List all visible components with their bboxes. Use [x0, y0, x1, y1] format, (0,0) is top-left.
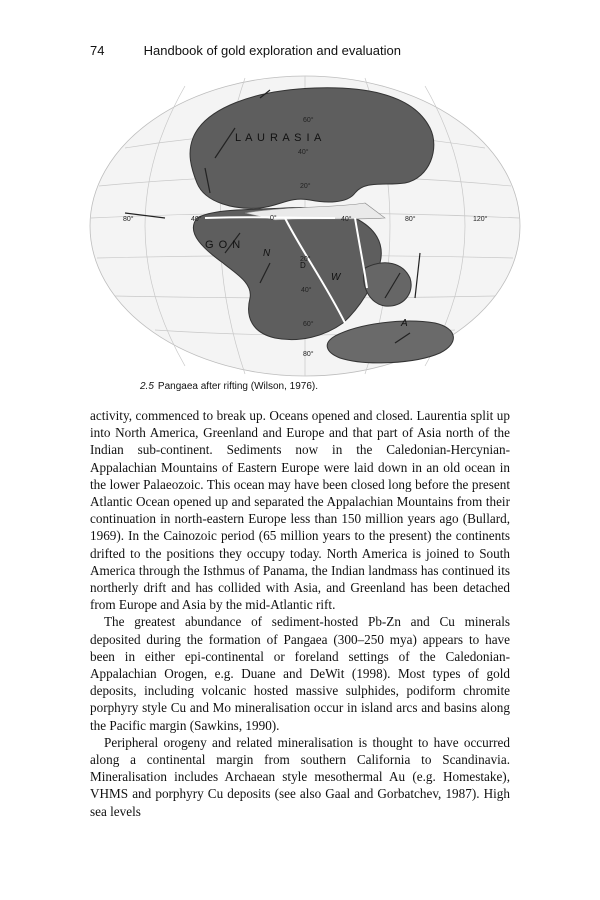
running-header: [90, 43, 401, 58]
label-n: N: [263, 248, 271, 259]
figure-number: 2.5: [140, 381, 154, 392]
page-number: 74: [90, 43, 105, 58]
lat-60s: 60°: [303, 321, 314, 328]
lat-0: 0°: [270, 215, 277, 222]
label-gondwana: G O N: [205, 239, 242, 251]
lon-120e: 120°: [473, 216, 488, 223]
body-text: [90, 407, 510, 820]
lon-40w: 40°: [191, 216, 202, 223]
figure-caption-text: Pangaea after rifting (Wilson, 1976).: [157, 381, 318, 392]
paragraph: activity, commenced to break up. Oceans opened and closed. Laurentia split up into North America, Greenland and Europe and that part of Asia north of the Indian sub-continent. Sediments now in the Caledonian-Hercynian-Appalachian Mountains of Eastern Europe were laid down in an old ocean in the lower Palaeozoic. This ocean may have been closed long before the present Atlantic Ocean opened up and separated the Appalachian Mountains from their continuation in north-eastern Europe less than 150 million years ago (Bullard, 1969). In the Cainozoic period (65 million years to the present) the continents drifted to the positions they occupy today. North America is joined to South America through the Isthmus of Panama, the Indian landmass has continued its northerly drift and has collided with Asia, and Greenland has been detached from Europe and Asia by the mid-Atlantic rift.: [90, 408, 510, 613]
lon-80w: 80°: [123, 216, 134, 223]
label-w: W: [331, 272, 341, 283]
lon-80e: 80°: [405, 216, 416, 223]
label-laurasia: L A U R A S I A: [235, 132, 323, 144]
paragraph: Peripheral orogeny and related mineralisation is thought to have occurred along a continental margin from southern California to Scandinavia. Mineralisation includes Archaean style mesothermal Au (e.g. Homestake), VHMS and porphyry Cu deposits (see also Gaal and Gorbatchev, 1987). High sea levels: [90, 734, 510, 819]
figure-pangaea-map: [85, 68, 525, 378]
label-d: D: [300, 261, 306, 270]
paragraph: The greatest abundance of sediment-hosted Pb-Zn and Cu minerals deposited during the formation of Pangaea (300–250 mya) appears to have been in either epi-continental or foreland settings of the Caledonian-Appalachian Orogen, e.g. Duane and DeWit (1998). Most types of gold deposits, including volcanic hosted massive sulphides, podiform chromite porphyry style Cu and Mo mineralisation occur in island arcs and basins along the Pacific margin (Sawkins, 1990).: [90, 614, 510, 733]
label-a: A: [401, 318, 408, 329]
lat-80s: 80°: [303, 351, 314, 358]
lat-60n: 60°: [303, 117, 314, 124]
lat-20n: 20°: [300, 183, 311, 190]
running-title: Handbook of gold exploration and evaluation: [143, 43, 401, 58]
lat-40n: 40°: [298, 149, 309, 156]
figure-caption: [140, 381, 318, 392]
lat-20s: 20°: [300, 256, 311, 263]
lat-40s: 40°: [301, 287, 312, 294]
pangaea-map-illustration: [85, 68, 525, 378]
lon-40e: 40°: [341, 216, 352, 223]
